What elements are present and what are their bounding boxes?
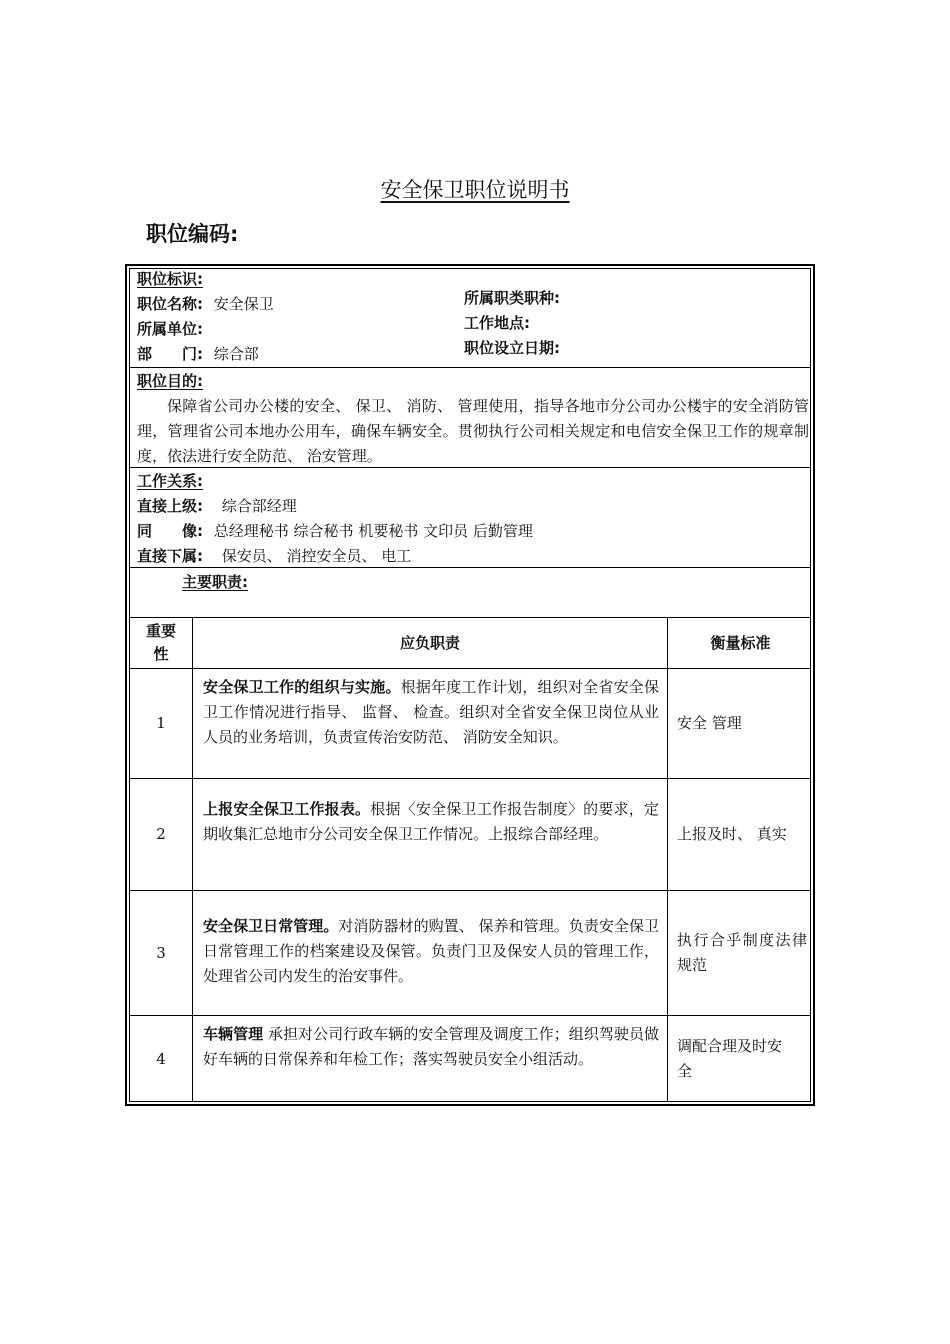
row-4-standard: 调配合理及时安全 <box>677 1037 783 1080</box>
position-name-row <box>137 292 274 317</box>
row-1-duty-title: 安全保卫工作的组织与实施。 <box>203 678 401 696</box>
column-divider-1 <box>192 617 193 1102</box>
row-4-duty <box>203 1022 659 1072</box>
row-3-duty-text: 对消防器材的购置、 保养和管理。负责安全保卫日常管理工作的档案建设及保管。负责门卫及保安人员的管理工作，处理省公司内发生的治安事件。 <box>203 917 659 985</box>
department-value: 综合部 <box>213 345 259 363</box>
job-description-table <box>125 264 815 1106</box>
work-location-label: 工作地点: <box>464 314 530 332</box>
superior-row <box>137 494 297 519</box>
row-2-duty <box>203 797 659 847</box>
row-2-importance: 2 <box>156 825 166 843</box>
row-3-standard: 执行合乎制度法律规范 <box>677 931 807 974</box>
superior-value: 综合部经理 <box>221 497 297 515</box>
row-4-duty-title: 车辆管理 <box>203 1025 264 1043</box>
subordinates-value: 保安员、 消控安全员、 电工 <box>221 547 412 565</box>
position-name-value: 安全保卫 <box>213 295 274 313</box>
column-divider-2 <box>667 617 668 1102</box>
purpose-section-label: 职位目的: <box>137 372 203 390</box>
row-3-duty <box>203 914 659 989</box>
row-4-duty-text: 承担对公司行政车辆的安全管理及调度工作；组织驾驶员做好车辆的日常保养和年检工作；落实驾驶员安全小组活动。 <box>203 1025 659 1068</box>
row-1-importance: 1 <box>156 714 166 732</box>
relations-section-label: 工作关系: <box>137 472 203 490</box>
header-duty: 应负职责 <box>399 633 460 652</box>
peers-row <box>137 519 533 544</box>
subordinates-label: 直接下属: <box>137 547 203 565</box>
duties-section-label: 主要职责: <box>182 573 248 591</box>
subordinates-row <box>137 544 411 569</box>
row-1-standard: 安全 管理 <box>677 714 742 732</box>
header-importance: 重要性 <box>145 622 176 663</box>
row-1-duty <box>203 675 659 750</box>
header-standard: 衡量标准 <box>710 633 771 652</box>
department-label: 部 门: <box>137 345 203 363</box>
row-2-duty-text: 根据〈安全保卫工作报告制度〉的要求，定期收集汇总地市分公司安全保卫工作情况。上报综合部经理。 <box>203 800 659 843</box>
row-2-standard: 上报及时、 真实 <box>677 825 787 843</box>
superior-label: 直接上级: <box>137 497 203 515</box>
position-name-label: 职位名称: <box>137 295 203 313</box>
establish-date-label: 职位设立日期: <box>464 339 560 357</box>
purpose-text: 保障省公司办公楼的安全、 保卫、 消防、 管理使用，指导各地市分公司办公楼宇的安全消防管理，管理省公司本地办公用车，确保车辆安全。贯彻执行公司相关规定和电信安全保卫工作的规章制度，依法进行安全防范、 治安管理。 <box>137 397 809 465</box>
peers-label: 同 像: <box>137 522 203 540</box>
unit-label: 所属单位: <box>137 320 203 338</box>
divider-identity <box>129 367 811 368</box>
peers-value: 总经理秘书 综合秘书 机要秘书 文印员 后勤管理 <box>213 522 533 540</box>
identity-section-label: 职位标识: <box>137 270 203 288</box>
row-4-importance: 4 <box>156 1049 166 1068</box>
row-3-duty-title: 安全保卫日常管理。 <box>203 917 339 935</box>
row-2-duty-title: 上报安全保卫工作报表。 <box>203 800 371 818</box>
row-1-duty-text: 根据年度工作计划，组织对全省安全保卫工作情况进行指导、 监督、 检查。组织对全省安全保卫岗位从业人员的业务培训，负责宣传治安防范、 消防安全知识。 <box>203 678 659 746</box>
row-3-importance: 3 <box>156 943 166 962</box>
job-category-label: 所属职类职种: <box>464 289 560 307</box>
page-title: 安全保卫职位说明书 <box>380 178 570 202</box>
department-row <box>137 342 259 367</box>
position-code-label: 职位编码: <box>146 222 239 246</box>
